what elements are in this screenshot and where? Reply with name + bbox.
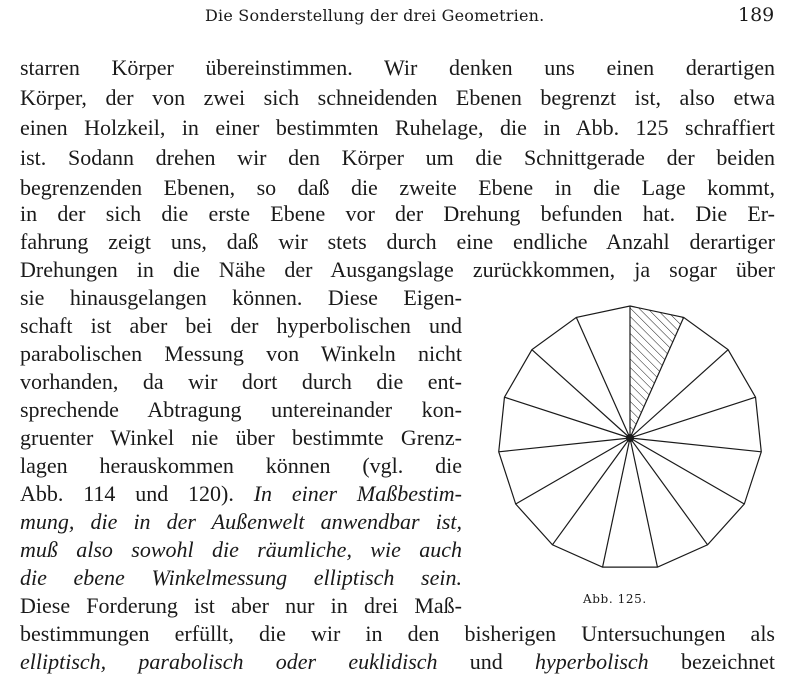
text-line: schaft ist aber bei der hyperbolischen und: [20, 313, 462, 338]
text-line: starren Körper übereinstimmen. Wir denken uns einen derartigen: [20, 55, 775, 80]
emphasis-text: hyperbolisch: [535, 649, 649, 674]
page-number: 189: [738, 4, 775, 26]
text-fragment: bezeichnet: [680, 649, 775, 674]
text-line: ist. Sodann drehen wir den Körper um die Schnittgerade der beiden: [20, 145, 775, 170]
figure-caption: Abb. 125.: [583, 592, 647, 606]
text-line: [20, 648, 775, 676]
page-header: [0, 0, 799, 34]
text-line: gruenter Winkel nie über bestimmte Grenz-: [20, 425, 462, 450]
text-line: einen Holzkeil, in einer bestimmten Ruhelage, die in Abb. 125 schraffiert: [20, 115, 775, 140]
text-line: begrenzenden Ebenen, so daß die zweite Ebene in die Lage kommt,: [20, 175, 775, 200]
text-fragment: Abb. 114 und 120).: [20, 481, 234, 506]
emphasis-text: elliptisch, parabolisch oder euklidisch: [20, 649, 438, 674]
text-line: sprechende Abtragung untereinander kon-: [20, 397, 462, 422]
text-line: sie hinausgelangen können. Diese Eigen-: [20, 285, 462, 310]
polygon-spoke: [630, 397, 756, 438]
text-line: in der sich die erste Ebene vor der Drehung befunden hat. Die Er-: [20, 201, 775, 226]
text-line: parabolischen Messung von Winkeln nicht: [20, 341, 462, 366]
text-line: bestimmungen erfüllt, die wir in den bisherigen Untersuchungen als: [20, 621, 775, 646]
text-line: Körper, der von zwei sich schneidenden Ebenen begrenzt ist, also etwa: [20, 85, 775, 110]
polygon-spoke: [576, 317, 630, 438]
polygon-spoke: [532, 350, 630, 438]
text-line: lagen herauskommen können (vgl. die: [20, 453, 462, 478]
polygon-diagram: [495, 292, 765, 592]
emphasis-line: mung, die in der Außenwelt anwendbar ist,: [20, 509, 462, 534]
emphasis-line: muß also sowohl die räumliche, wie auch: [20, 537, 462, 562]
emphasis-text: In einer Maßbestim-: [253, 481, 462, 506]
text-line: fahrung zeigt uns, daß wir stets durch eine endliche Anzahl derartiger: [20, 229, 775, 254]
centre-point: [626, 434, 634, 442]
text-line: vorhanden, da wir dort durch die ent-: [20, 369, 462, 394]
text-line: Drehungen in die Nähe der Ausgangslage zurückkommen, ja sogar über: [20, 257, 775, 282]
text-line: Diese Forderung ist aber nur in drei Maß-: [20, 593, 462, 618]
emphasis-line: die ebene Winkelmessung elliptisch sein.: [20, 565, 462, 590]
text-fragment: und: [469, 649, 503, 674]
figure-polygon: [495, 292, 765, 612]
polygon-spoke: [504, 397, 630, 438]
hatched-sector: [630, 306, 684, 438]
text-line: [20, 480, 462, 508]
running-head: Die Sonderstellung der drei Geometrien.: [205, 6, 545, 25]
